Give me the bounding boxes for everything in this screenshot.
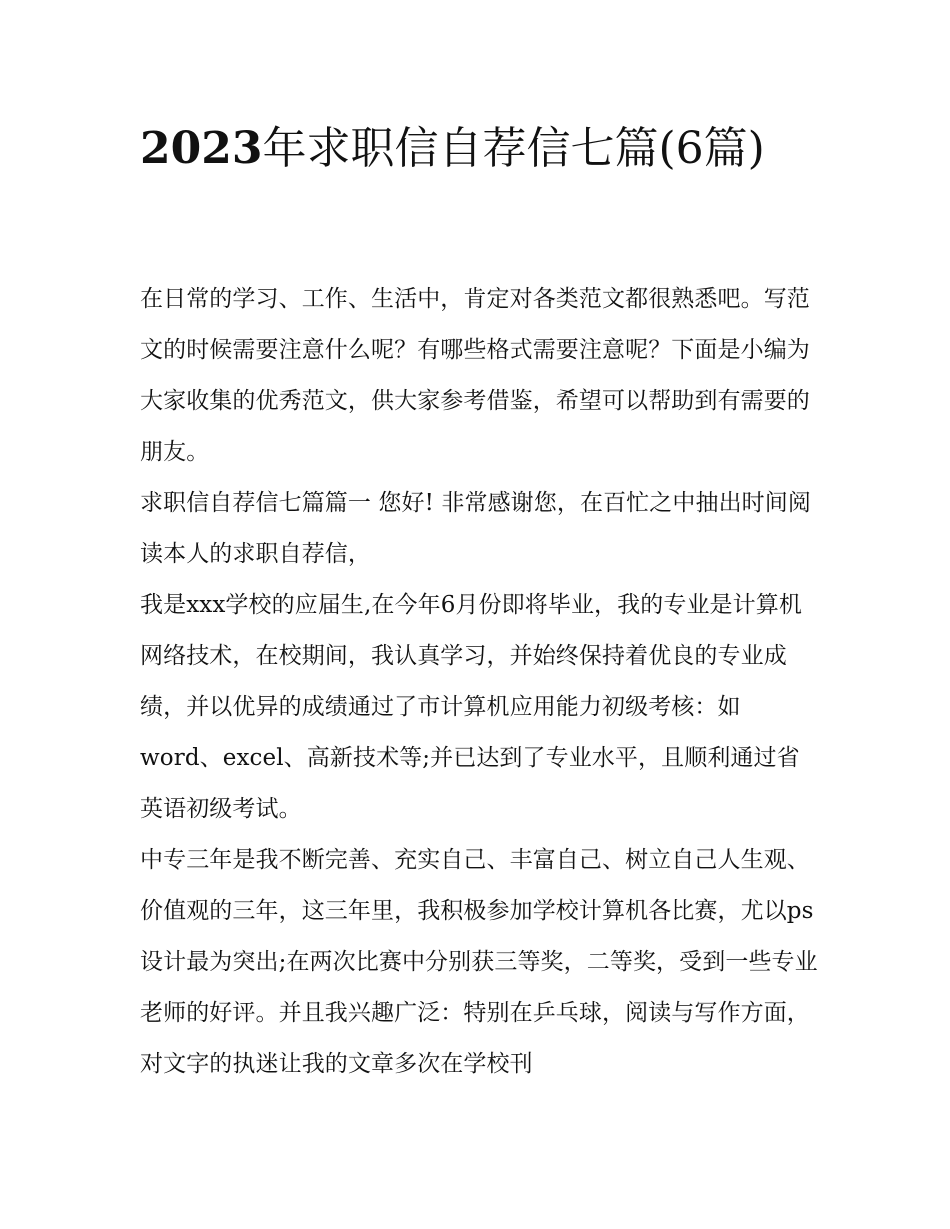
- title-text: 年求职信自荐信七篇(6篇): [262, 123, 765, 174]
- paragraph-self-intro: 我是xxx学校的应届生,在今年6月份即将毕业，我的专业是计算机网络技术，在校期间，我认真学习，并始终保持着优良的专业成绩，并以优异的成绩通过了市计算机应用能力初级考核：如word、excel、高新技术等;并已达到了专业水平，且顺利通过省英语初级考试。: [140, 592, 802, 822]
- page-title: [140, 112, 820, 185]
- paragraph-intro: 在日常的学习、工作、生活中，肯定对各类范文都很熟悉吧。写范文的时候需要注意什么呢？有哪些格式需要注意呢？下面是小编为大家收集的优秀范文，供大家参考借鉴，希望可以帮助到有需要的朋友。: [140, 286, 810, 465]
- title-year: 2023: [140, 123, 263, 174]
- paragraph-experience: 中专三年是我不断完善、充实自己、丰富自己、树立自己人生观、价值观的三年，这三年里，我积极参加学校计算机各比赛，尤以ps设计最为突出;在两次比赛中分别获三等奖，二等奖，受到一些专业老师的好评。并且我兴趣广泛：特别在乒乓球，阅读与写作方面，对文字的执迷让我的文章多次在学校刊: [140, 847, 818, 1077]
- document-body: [140, 274, 820, 1090]
- paragraph-greeting: 求职信自荐信七篇篇一 您好! 非常感谢您，在百忙之中抽出时间阅读本人的求职自荐信，: [140, 490, 811, 567]
